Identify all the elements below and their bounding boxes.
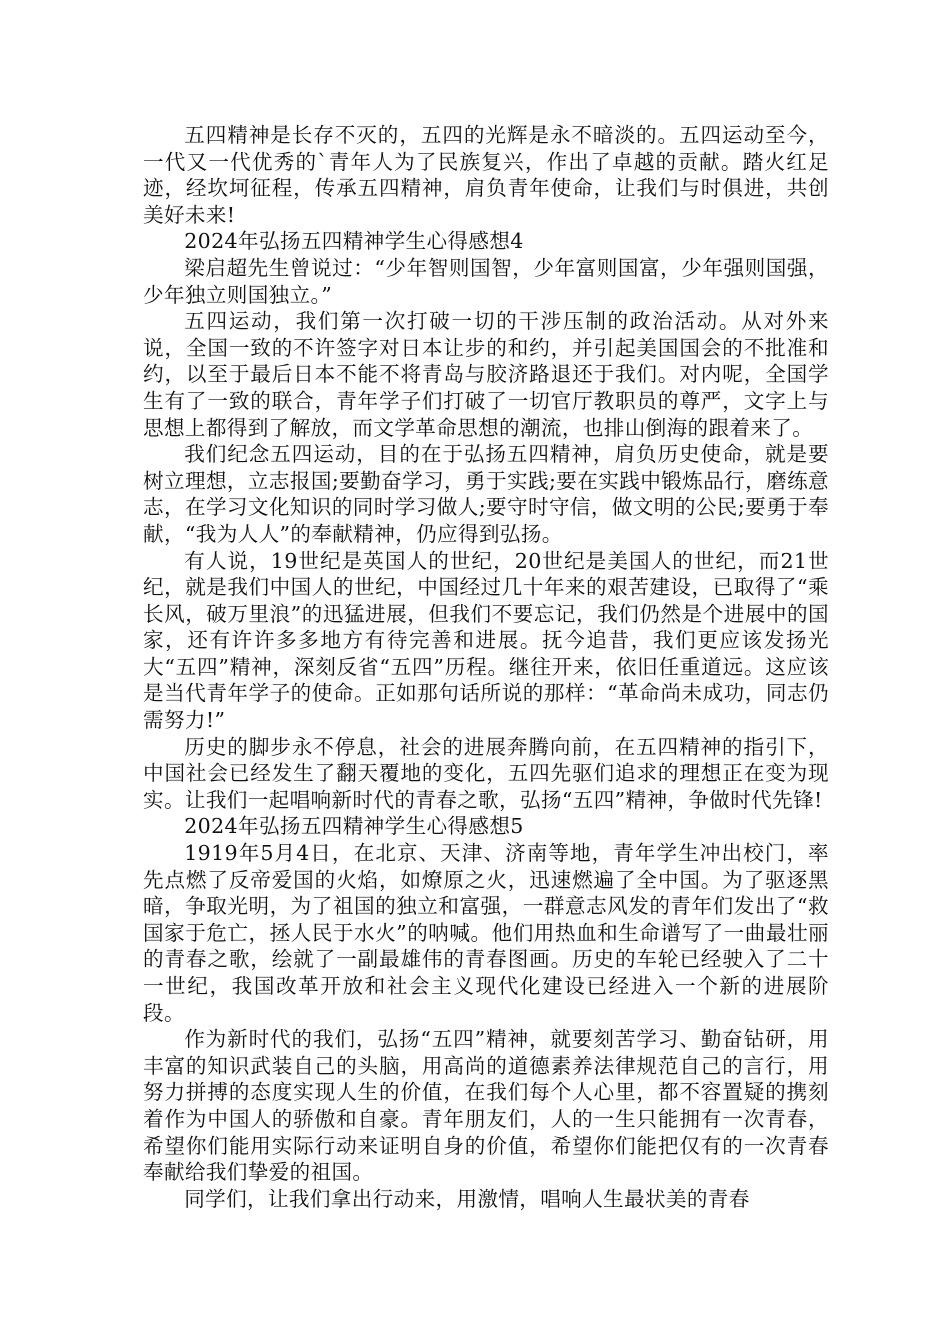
paragraph-1919-may-4: 1919年5月4日，在北京、天津、济南等地，青年学生冲出校门，率先点燃了反帝爱国的火焰，如燎原之火，迅速燃遍了全中国。为了驱逐黑暗，争取光明，为了祖国的独立和富强，一群意志风发的青年们发出了“救国家于危亡，拯人民于水火”的呐喊。他们用热血和生命谱写了一曲最壮丽的青春之歌，绘就了一副最雄伟的青春图画。历史的车轮已经驶入了二十一世纪，我国改革开放和社会主义现代化建设已经进入一个新的进展阶段。 (143, 841, 829, 1025)
section-heading-4: 2024年弘扬五四精神学生心得感想4 (184, 229, 524, 254)
document-body (143, 122, 829, 1212)
paragraph-century-of-china: 有人说，19世纪是英国人的世纪，20世纪是美国人的世纪，而21世纪，就是我们中国人的世纪，中国经过几十年来的艰苦建设，已取得了“乘长风，破万里浪”的迅猛进展，但我们不要忘记，我们仍然是个进展中的国家，还有许许多多地方有待完善和进展。抚今追昔，我们更应该发扬光大“五四”精神，深刻反省“五四”历程。继往开来，依旧任重道远。这应该是当代青年学子的使命。正如那句话所说的那样：“革命尚未成功，同志仍需努力!” (143, 548, 829, 733)
section-heading-5: 2024年弘扬五四精神学生心得感想5 (184, 814, 524, 839)
paragraph-commemoration-purpose: 我们纪念五四运动，目的在于弘扬五四精神，肩负历史使命，就是要树立理想，立志报国;要勤奋学习，勇于实践;要在实践中锻炼品行，磨练意志，在学习文化知识的同时学习做人;要守时守信，做文明的公民;要勇于奉献，“我为人人”的奉献精神，仍应得到弘扬。 (143, 442, 829, 546)
paragraph-call-to-action: 同学们，让我们拿出行动来，用激情，唱响人生最状美的青春 (184, 1186, 750, 1211)
paragraph-new-era-youth: 作为新时代的我们，弘扬“五四”精神，就要刻苦学习、勤奋钻研，用丰富的知识武装自己的头脑，用高尚的道德素养法律规范自己的言行，用努力拼搏的态度实现人生的价值，在我们每个人心里，都不容置疑的携刻着作为中国人的骄傲和自豪。青年朋友们，人的一生只能拥有一次青春，希望你们能用实际行动来证明自身的价值，希望你们能把仅有的一次青春奉献给我们挚爱的祖国。 (143, 1027, 829, 1185)
paragraph-may-fourth-eternal: 五四精神是长存不灭的，五四的光辉是永不暗淡的。五四运动至今，一代又一代优秀的`青年人为了民族复兴，作出了卓越的贡献。踏火红足迹，经坎坷征程，传承五四精神，肩负青年使命，让我们与时俱进，共创美好未来! (143, 123, 829, 227)
paragraph-first-political-movement: 五四运动，我们第一次打破一切的干涉压制的政治活动。从对外来说，全国一致的不许签字对日本让步的和约，并引起美国国会的不批准和约，以至于最后日本不能不将青岛与胶济路退还于我们。对内呢，全国学生有了一致的联合，青年学子们打破了一切官厅教职员的尊严，文字上与思想上都得到了解放，而文学革命思想的潮流，也排山倒海的跟着来了。 (143, 309, 829, 440)
paragraph-liang-qichao-quote: 梁启超先生曾说过：“少年智则国智，少年富则国富，少年强则国强，少年独立则国独立。” (143, 255, 829, 307)
paragraph-history-steps: 历史的脚步永不停息，社会的进展奔腾向前，在五四精神的指引下，中国社会已经发生了翻天覆地的变化，五四先驱们追求的理想正在变为现实。让我们一起唱响新时代的青春之歌，弘扬“五四”精神，争做时代先锋! (143, 734, 829, 812)
